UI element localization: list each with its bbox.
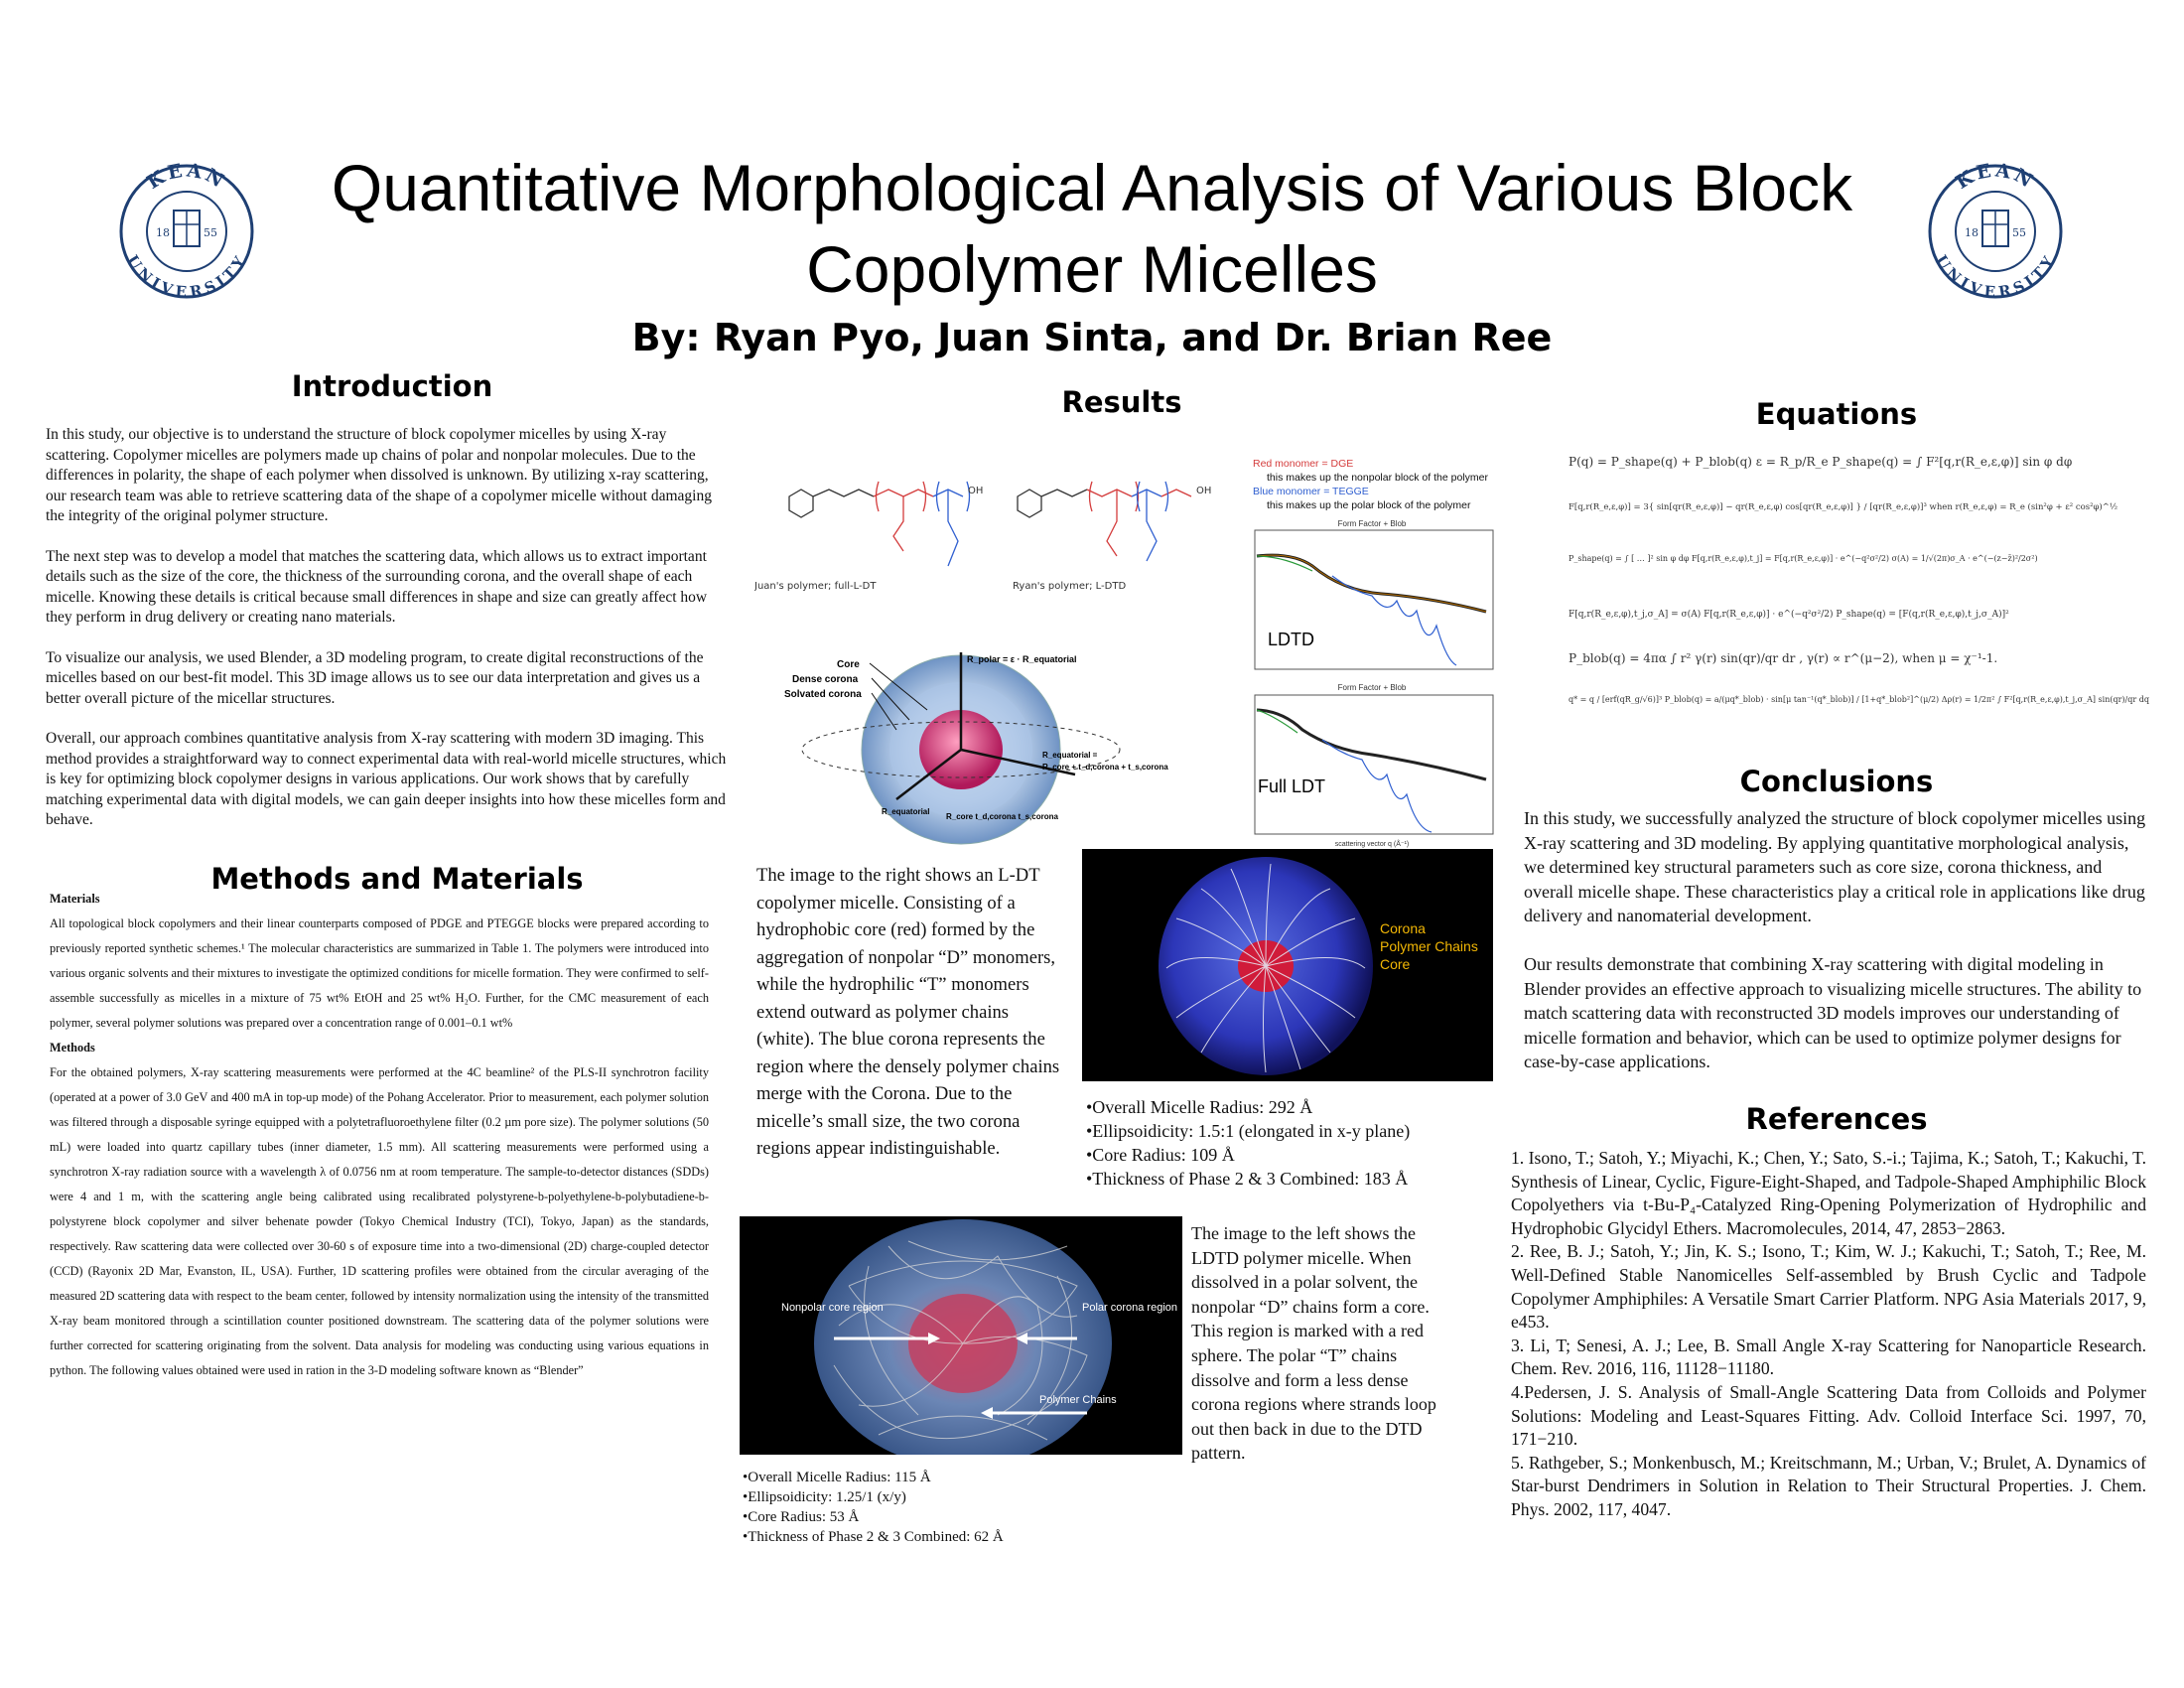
legend-blue-monomer: Blue monomer = TEGGE: [1253, 486, 1369, 497]
svg-text:R_core t_d,corona t_s,corona: R_core t_d,corona t_s,corona: [946, 812, 1058, 821]
methods-text: For the obtained polymers, X-ray scattering measurements were performed at the 4C beamline² of the PLS-II synchrotron facility (operated at a power of 3.0 GeV and 400 mA in top-up mode) of the Pohang Accelerator. Prior to measurement, each polymer solution was filtered through a disposable syringe equipped with a polytetrafluoroethylene filter (0.2 µm pore size). The polymer solutions (50 mL) were loaded into quartz capillary tubes (inner diameter, 1.5 mm). All scattering measurements were performed using a synchrotron X-ray radiation source with a wavelength λ of 0.0756 nm at room temperature. The sample-to-detector distances (SDDs) were 4 and 1 m, with the scattering angle being calibrated using recalibrated polystyrene-b-polyethylene-b-polybutadiene-b-polystyrene block copolymer and silver behenate powder (Tokyo Chemical Industry (TCI), Tokyo, Japan) as the standards, respectively. Raw scattering data were collected over 30-60 s of exposure time into a two-dimensional (2D) charge-coupled detector (CCD) (Rayonix 2D Mar, Evanston, IL, USA). Further, 1D scattering profiles were obtained from the circular averaging of the measured 2D scattering data with respect to the beam center, followed by intensity normalization using the intensity of the transmitted X-ray beam monitored through a scintillation counter positioned downstream. The scattering data of the polymer solutions were further corrected for scattering originating from the solvent. Data analysis for modeling was conducting using various equations in python. The following values obtained were used in ration in the 3-D modeling software known as “Blender”: [50, 1065, 709, 1377]
conclusions-paragraph: In this study, we successfully analyzed the structure of block copolymer micelles using X-ray scattering and 3D modeling. By applying quantitative morphological analysis, we determined key structural parameters such as core size, corona thickness, and overall micelle shape. These characteristics play a critical role in applications like drug delivery and nanomaterial development.: [1524, 808, 2146, 926]
svg-text:55: 55: [2012, 226, 2026, 239]
equation-line: F[q,r(R_e,ε,φ),t_j,σ_A] = σ(A) F[q,r(R_e,ε,φ)] · e^(−q²σ²/2) P_shape(q) = [F(q,r(R_e,ε,φ),t_j,σ_A)]²: [1569, 610, 2009, 620]
render-label-nonpolar-core-text: Nonpolar core region: [781, 1302, 884, 1314]
diagram-label-solvated-corona: Solvated corona: [784, 689, 862, 700]
introduction-body: [46, 425, 731, 851]
materials-label: Materials: [50, 892, 100, 906]
render-label-nonpolar-core: [781, 1302, 884, 1314]
micelle-schematic-diagram: [782, 650, 1239, 849]
methods-heading: Methods and Materials: [210, 862, 584, 896]
diagram-label-core: Core: [837, 659, 860, 670]
equation-line: P(q) = P_shape(q) + P_blob(q) ε = R_p/R_e P_shape(q) = ∫ F²[q,r(R_e,ε,φ)] sin φ dφ: [1569, 455, 2073, 469]
chemical-structures-svg: [754, 442, 1251, 601]
legend-red-monomer: Red monomer = DGE: [1253, 458, 1354, 470]
conclusions-paragraph: Our results demonstrate that combining X-ray scattering with digital modeling in Blender provides an effective approach to visualizing micelle structures. The ability to match scattering data with reconstructed 3D models improves our understanding of micelle formation and behavior, which can be used to optimize polymer designs for case-by-case applications.: [1524, 953, 2142, 1072]
methods-body: [50, 887, 709, 1383]
ldtd-parameter-item: •Thickness of Phase 2 & 3 Combined: 62 Å: [743, 1529, 1004, 1545]
ldt-description: The image to the right shows an L-DT copolymer micelle. Consisting of a hydrophobic core (red) formed by the aggregation of nonpolar “D” monomers, while the hydrophilic “T” monomers extend outward as polymer chains (white). The blue corona represents the region where the densely polymer chains merge with the Corona. Due to the micelle’s small size, the two corona regions appear indistinguishable.: [756, 865, 1060, 1159]
plot-title-ldtd: Form Factor + Blob: [1337, 519, 1407, 528]
plot-x-axis-label: scattering vector q (Å⁻¹): [1334, 841, 1410, 848]
ldt-parameter-item: •Overall Micelle Radius: 292 Å: [1086, 1097, 1313, 1117]
kean-university-logo-left: [117, 147, 256, 316]
svg-text:18: 18: [1965, 226, 1979, 239]
svg-text:R_polar = ε · R_equatorial: R_polar = ε · R_equatorial: [967, 654, 1077, 664]
conclusions-body: [1524, 806, 2149, 1074]
ldtd-micelle-render: [740, 1216, 1182, 1455]
svg-text:UNIVERSITY: UNIVERSITY: [123, 251, 250, 302]
render-label-polymer-chains-2: Polymer Chains: [1039, 1394, 1117, 1406]
legend-blue-description: this makes up the polar block of the polymer: [1267, 499, 1471, 511]
svg-text:18: 18: [156, 226, 170, 239]
introduction-heading: Introduction: [291, 369, 493, 403]
svg-text:R_equatorial: R_equatorial: [882, 807, 930, 816]
monomer-legend: [1253, 457, 1511, 512]
svg-text:UNIVERSITY: UNIVERSITY: [1932, 251, 2059, 302]
plot-label-ldtd: LDTD: [1268, 630, 1315, 649]
chemical-structure-figure: [754, 442, 1251, 601]
reference-item: 2. Ree, B. J.; Satoh, Y.; Jin, K. S.; Isono, T.; Kim, W. J.; Kakuchi, T.; Satoh, T.; Ree, M. Well-Defined Stable Nanomicelles Self-assembled by Brush Cyclic and Tadpole Copolymer Amphiphiles: A Versatile Smart Carrier Platform. NPG Asia Materials 2017, 9, e453.: [1511, 1241, 2146, 1333]
scattering-plots: [1243, 516, 1501, 849]
reference-item: 3. Li, T; Senesi, A. J.; Lee, B. Small Angle X-ray Scattering for Nanoparticle Research. Chem. Rev. 2016, 116, 11128−11180.: [1511, 1335, 2146, 1379]
introduction-paragraph: In this study, our objective is to understand the structure of block copolymer micelles by using X-ray scattering. Copolymer micelles are polymers made up chains of polar and nonpolar molecules. Due to the differences in polarity, the shape of each polymer when dissolved is unknown. By utilizing x-ray scattering, our research team was able to retrieve scattering data of the shape of a copolymer micelle without damaging the integrity of the original polymer structure.: [46, 426, 712, 524]
equation-line: F[q,r(R_e,ε,φ)] = 3{ sin[qr(R_e,ε,φ)] − qr(R_e,ε,φ) cos[qr(R_e,ε,φ)] } / [qr(R_e,ε,φ)]³ when r(R_e,ε,φ) = R_e (sin²φ + ε² cos²φ)^½: [1569, 502, 2118, 512]
references-heading: References: [1745, 1102, 1928, 1136]
render-label-polar-corona: Polar corona region: [1082, 1302, 1178, 1314]
plot-label-full-ldt: Full LDT: [1258, 776, 1326, 796]
materials-text: All topological block copolymers and their linear counterparts composed of PDGE and PTEGGE blocks were prepared according to previously reported synthetic schemes.¹ The molecular characteristics are summarized in Table 1. The polymers were introduced into various organic solvents and their mixtures to investigate the optimized conditions for micelle formation. They were confirmed to self-assemble successfully as micelles in a mixture of 75 wt% EtOH and 25 wt% H₂O. Further, for the CMC measurement of each polymer, several polymer solutions was prepared over a concentration range of 0.001–0.1 wt%: [50, 916, 709, 1030]
svg-text:OH: OH: [1196, 486, 1212, 496]
render-label-corona: Corona: [1380, 920, 1426, 936]
introduction-paragraph: The next step was to develop a model that matches the scattering data, which allows us to extract important details such as the size of the core, the thickness of the surrounding corona, and the overall shape of each micelle. Knowing these details is critical because small differences in shape and size can greatly affect how they perform in drug delivery or creating nano materials.: [46, 547, 708, 626]
ldt-parameter-item: •Thickness of Phase 2 & 3 Combined: 183 Å: [1086, 1169, 1409, 1189]
ldtd-parameter-item: •Core Radius: 53 Å: [743, 1509, 860, 1525]
poster-title: Quantitative Morphological Analysis of Various Block Copolymer Micelles: [331, 151, 1853, 306]
legend-red-description: this makes up the nonpolar block of the polymer: [1267, 472, 1488, 484]
render-label-polymer-chains: Polymer Chains: [1380, 938, 1478, 954]
equation-line: P_shape(q) = ∫ [ … ]² sin φ dφ F[q,r(R_e,ε,φ),t_j] = F[q,r(R_e,ε,φ)] · e^(−q²σ²/2) σ(A) = 1/√(2π)σ_A · e^(−(z−z̄)²/2σ²): [1569, 554, 2038, 563]
render-label-core: Core: [1380, 956, 1411, 972]
equations-block: [1569, 455, 2149, 725]
ldt-parameter-item: •Core Radius: 109 Å: [1086, 1145, 1235, 1165]
ldt-parameters: [1086, 1095, 1503, 1191]
ldtd-parameters: [743, 1468, 1140, 1547]
ldt-micelle-render: [1082, 849, 1493, 1081]
methods-label: Methods: [50, 1041, 95, 1055]
results-heading: Results: [1061, 385, 1182, 419]
equations-heading: Equations: [1755, 397, 1918, 431]
svg-text:R_core + t_d,corona + t_s,coro: R_core + t_d,corona + t_s,corona: [1042, 763, 1168, 772]
svg-text:55: 55: [204, 226, 217, 239]
references-list: [1511, 1147, 2146, 1522]
ldtd-description: The image to the left shows the LDTD polymer micelle. When dissolved in a polar solvent, the nonpolar “D” chains form a core. This region is marked with a red sphere. The polar “T” chains dissolve and form a less dense corona regions where strands loop out then back in due to the DTD pattern.: [1191, 1223, 1436, 1464]
svg-text:KEAN: KEAN: [1952, 159, 2039, 194]
introduction-paragraph: Overall, our approach combines quantitative analysis from X-ray scattering with modern 3D imaging. This method provides a straightforward way to connect experimental data with real-world micelle structures, which is key for optimizing block copolymer designs in various applications. Our work shows that by carefully matching experimental data with digital models, we can gain deeper insights into how these micelles form and behave.: [46, 730, 727, 828]
svg-text:R_equatorial =: R_equatorial =: [1042, 751, 1098, 760]
conclusions-heading: Conclusions: [1739, 765, 1934, 798]
reference-item: 4.Pedersen, J. S. Analysis of Small-Angle Scattering Data from Colloids and Polymer Solutions: Modeling and Least-Squares Fitting. Adv. Colloid Interface Sci. 1997, 70, 171−210.: [1511, 1381, 2146, 1450]
ldtd-parameter-item: •Overall Micelle Radius: 115 Å: [743, 1470, 931, 1485]
introduction-paragraph: To visualize our analysis, we used Blender, a 3D modeling program, to create digital reconstructions of the micelles based on our best-fit model. This 3D image allows us to see our data interpretation and gives us a better overall picture of the micellar structures.: [46, 648, 704, 707]
svg-text:OH: OH: [968, 486, 984, 496]
svg-text:KEAN: KEAN: [143, 159, 230, 194]
ldtd-parameter-item: •Ellipsoidicity: 1.25/1 (x/y): [743, 1489, 906, 1505]
plot-title-full-ldt: Form Factor + Blob: [1337, 683, 1407, 692]
diagram-label-dense-corona: Dense corona: [792, 674, 859, 685]
reference-item: 1. Isono, T.; Satoh, Y.; Miyachi, K.; Chen, Y.; Sato, S.-i.; Tajima, K.; Satoh, T.; Kakuchi, T. Synthesis of Linear, Cyclic, Figure-Eight-Shaped, and Tadpole-Shaped Amphiphilic Block Copolyethers via t-Bu-P₄-Catalyzed Ring-Opening Polymerization of Hydrophilic and Hydrophobic Glycidyl Ethers. Macromolecules, 2014, 47, 2853−2863.: [1511, 1148, 2146, 1238]
kean-university-logo-right: [1926, 147, 2065, 316]
poster-authors: By: Ryan Pyo, Juan Sinta, and Dr. Brian Ree: [631, 316, 1553, 359]
equation-line: P_blob(q) = 4πα ∫ r² γ(r) sin(qr)/qr dr , γ(r) ∝ r^(μ−2), when μ = χ⁻¹-1.: [1569, 651, 1998, 665]
reference-item: 5. Rathgeber, S.; Monkenbusch, M.; Kreitschmann, M.; Urban, V.; Brulet, A. Dynamics of Star-burst Dendrimers in Solution in Relation to Their Structural Properties. J. Chem. Phys. 2002, 117, 4047.: [1511, 1452, 2146, 1519]
equation-line: q* = q / [erf(qR_g/√6)]³ P_blob(q) = a/(μq*_blob) · sin[μ tan⁻¹(q*_blob)] / [1+q*_blob²]^(μ/2) Δρ(r) = 1/2π² ∫ F²[q,r(R_e,ε,φ),t_j,σ_A] sin(qr)/qr dq: [1569, 695, 2149, 704]
chem-caption-juan: Juan's polymer; full-L-DT: [754, 581, 877, 592]
chem-caption-ryan: Ryan's polymer; L-DTD: [1013, 581, 1127, 592]
ldt-parameter-item: •Ellipsoidicity: 1.5:1 (elongated in x-y plane): [1086, 1121, 1411, 1141]
